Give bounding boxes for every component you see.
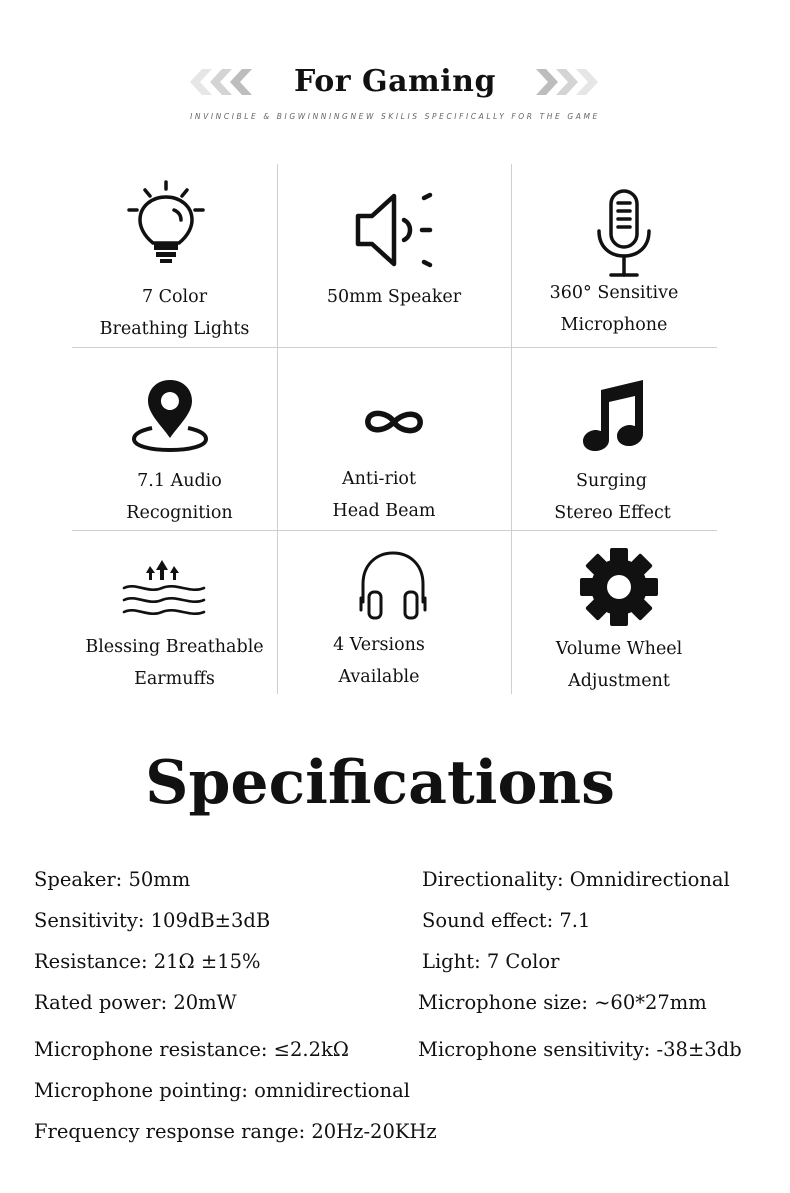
spec-item: Resistance: 21Ω ±15% xyxy=(34,950,261,973)
spec-item: Microphone sensitivity: -38±3db xyxy=(418,1038,742,1061)
feature-label: Head Beam xyxy=(332,501,436,521)
feature-label: 7.1 Audio xyxy=(137,471,222,491)
feature-label: 4 Versions xyxy=(333,635,425,655)
feature-label: Recognition xyxy=(126,503,233,523)
microphone-icon xyxy=(595,189,653,279)
spec-item: Directionality: Omnidirectional xyxy=(422,868,730,891)
header-subtitle: INVINCIBLE & BIGWINNINGNEW SKILIS SPECIFICALLY FOR THE GAME xyxy=(190,112,600,121)
feature-label: 50mm Speaker xyxy=(326,287,462,307)
feature-cell xyxy=(277,347,511,530)
spec-item: Frequency response range: 20Hz-20KHz xyxy=(34,1120,437,1143)
feature-cell xyxy=(72,530,277,694)
feature-label: Surging xyxy=(576,471,647,491)
gear-icon xyxy=(579,547,659,627)
feature-label: Earmuffs xyxy=(134,669,215,689)
feature-label: Blessing Breathable xyxy=(85,637,264,657)
feature-label: Stereo Effect xyxy=(554,503,671,523)
spec-item: Rated power: 20mW xyxy=(34,991,237,1014)
feature-label: Microphone xyxy=(560,315,668,335)
spec-item: Sensitivity: 109dB±3dB xyxy=(34,909,271,932)
spec-item: Microphone resistance: ≤2.2kΩ xyxy=(34,1038,349,1061)
feature-label: Adjustment xyxy=(568,671,670,691)
light-bulb-icon xyxy=(125,180,207,268)
specifications-title: Specifications xyxy=(145,748,615,818)
feature-label: 360° Sensitive xyxy=(549,283,679,303)
speaker-icon xyxy=(354,190,434,270)
feature-cell xyxy=(511,164,717,347)
spec-item: Speaker: 50mm xyxy=(34,868,191,891)
spec-item: Microphone pointing: omnidirectional xyxy=(34,1079,410,1102)
feature-label: 7 Color xyxy=(141,287,208,307)
feature-cell xyxy=(277,164,511,347)
location-pin-icon xyxy=(132,378,208,452)
feature-label: Anti-riot xyxy=(342,469,416,489)
feature-label: Available xyxy=(338,667,420,687)
music-note-icon xyxy=(581,378,647,452)
feature-cell xyxy=(72,347,277,530)
breathable-waves-icon xyxy=(122,558,206,626)
feature-label: Volume Wheel xyxy=(555,639,683,659)
headphones-icon xyxy=(357,550,429,622)
spec-item: Sound effect: 7.1 xyxy=(422,909,591,932)
page-title: For Gaming xyxy=(294,64,496,99)
feature-cell xyxy=(511,347,717,530)
feature-cell xyxy=(511,530,717,694)
spec-item: Light: 7 Color xyxy=(422,950,560,973)
feature-label: Breathing Lights xyxy=(99,319,250,339)
feature-cell xyxy=(72,164,277,347)
feature-cell xyxy=(277,530,511,694)
infinity-icon xyxy=(364,407,424,437)
spec-item: Microphone size: ~60*27mm xyxy=(418,991,707,1014)
